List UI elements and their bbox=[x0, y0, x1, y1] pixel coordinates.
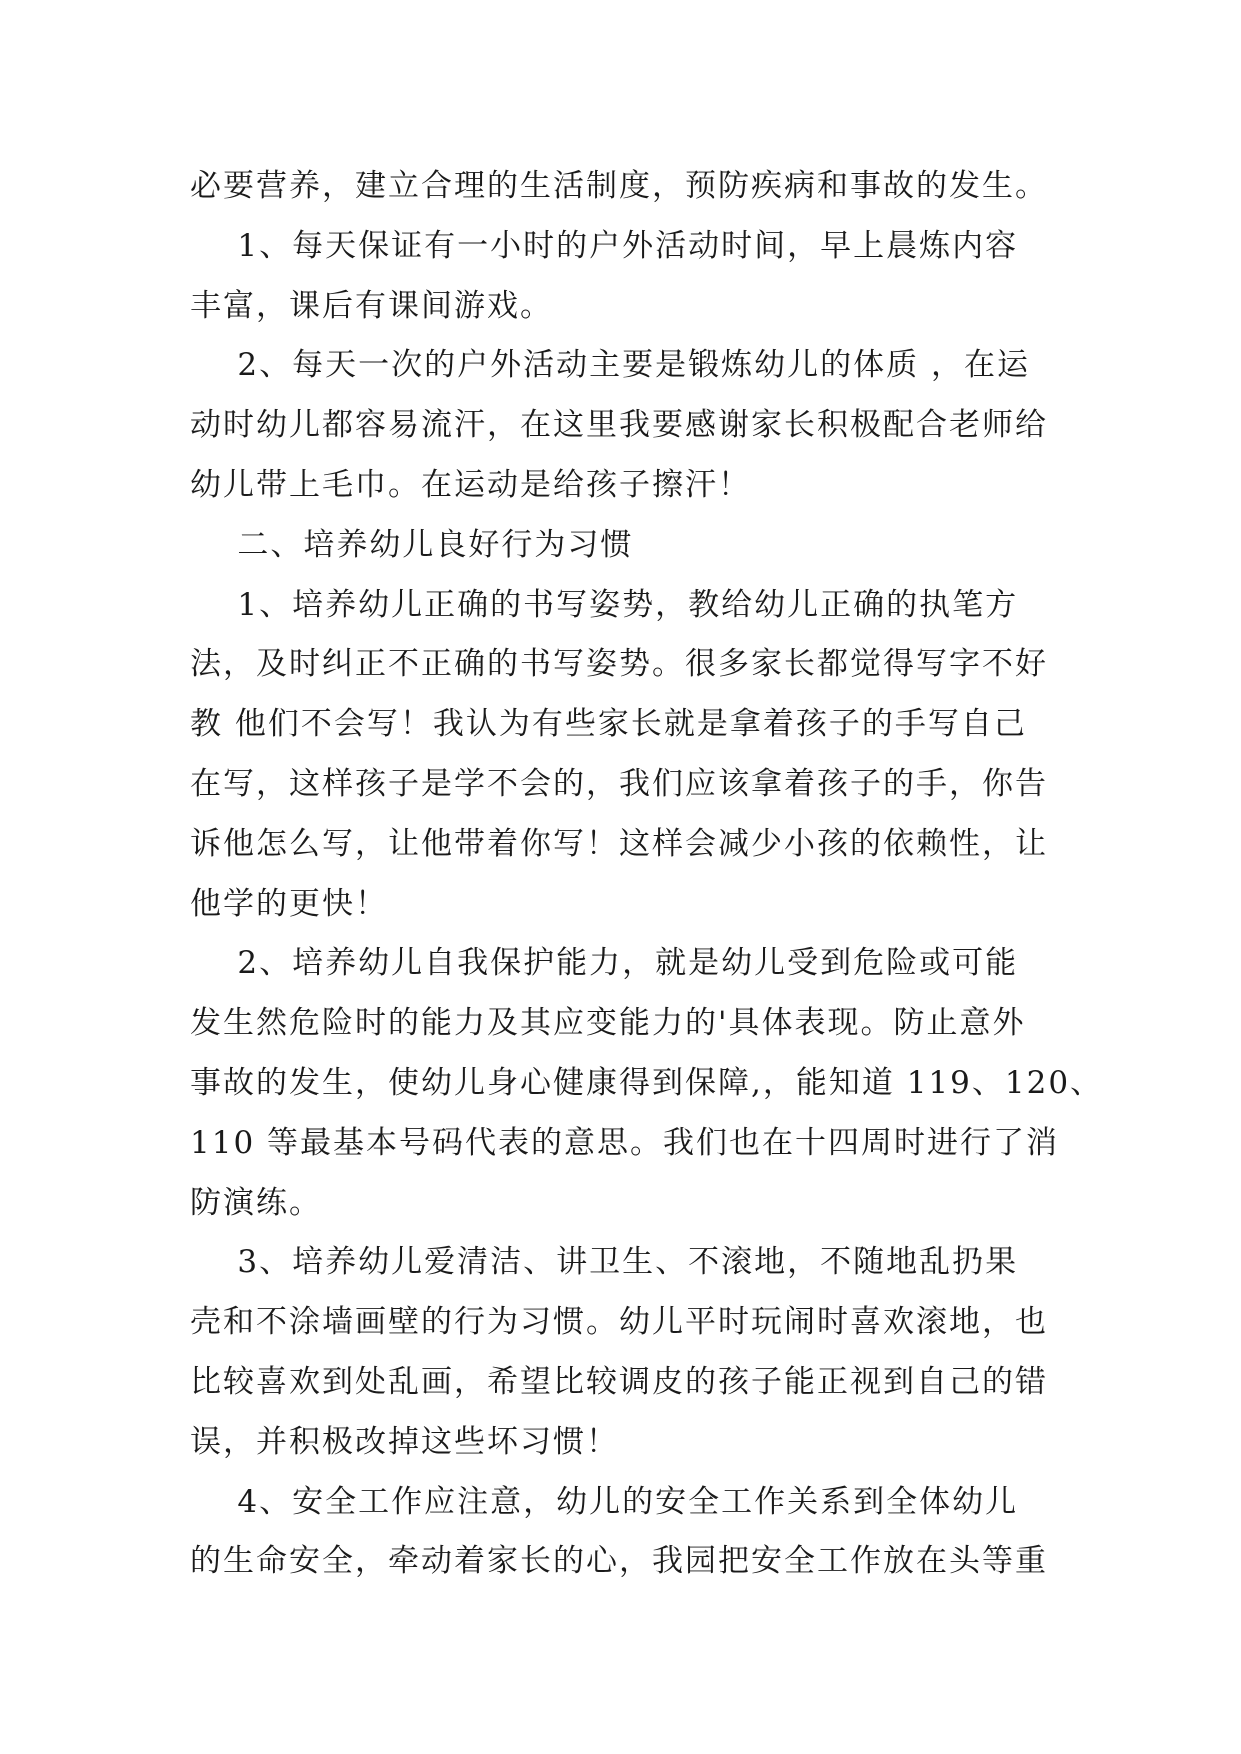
text-line: 的生命安全，牵动着家长的心，我园把安全工作放在头等重 bbox=[190, 1543, 1048, 1580]
text-line: 1、每天保证有一小时的户外活动时间，早上晨炼内容 bbox=[190, 227, 1019, 264]
text-line: 法，及时纠正不正确的书写姿势。很多家长都觉得写字不好 bbox=[190, 646, 1048, 683]
text-line: 在写，这样孩子是学不会的，我们应该拿着孩子的手，你告 bbox=[190, 765, 1048, 802]
text-line: 幼儿带上毛巾。在运动是给孩子擦汗！ bbox=[190, 466, 751, 503]
section-heading: 二、培养幼儿良好行为习惯 bbox=[190, 526, 634, 563]
text-line: 误，并积极改掉这些坏习惯！ bbox=[190, 1423, 619, 1460]
text-line: 3、培养幼儿爱清洁、讲卫生、不滚地，不随地乱扔果 bbox=[190, 1244, 1019, 1281]
text-line: 事故的发生，使幼儿身心健康得到保障,，能知道 119、120、 bbox=[190, 1064, 1104, 1101]
document-body bbox=[190, 157, 1104, 1592]
text-line: 2、培养幼儿自我保护能力，就是幼儿受到危险或可能 bbox=[190, 945, 1019, 982]
text-line: 1、培养幼儿正确的书写姿势，教给幼儿正确的执笔方 bbox=[190, 586, 1019, 623]
text-line: 丰富，课后有课间游戏。 bbox=[190, 287, 553, 324]
text-line: 动时幼儿都容易流汗，在这里我要感谢家长积极配合老师给 bbox=[190, 407, 1048, 444]
text-line: 诉他怎么写，让他带着你写！这样会减少小孩的依赖性，让 bbox=[190, 825, 1048, 862]
text-line: 比较喜欢到处乱画，希望比较调皮的孩子能正视到自己的错 bbox=[190, 1363, 1048, 1400]
text-line: 2、每天一次的户外活动主要是锻炼幼儿的体质 ，在运 bbox=[190, 347, 1030, 384]
text-line: 防演练。 bbox=[190, 1184, 322, 1221]
text-line: 4、安全工作应注意，幼儿的安全工作关系到全体幼儿 bbox=[190, 1483, 1019, 1520]
text-line: 壳和不涂墙画壁的行为习惯。幼儿平时玩闹时喜欢滚地，也 bbox=[190, 1304, 1048, 1341]
text-line: 必要营养，建立合理的生活制度，预防疾病和事故的发生。 bbox=[190, 168, 1048, 204]
text-line: 发生然危险时的能力及其应变能力的'具体表现。防止意外 bbox=[190, 1005, 1026, 1042]
text-line: 他学的更快！ bbox=[190, 885, 388, 922]
text-line: 教 他们不会写！我认为有些家长就是拿着孩子的手写自己 bbox=[190, 706, 1027, 743]
text-line: 110 等最基本号码代表的意思。我们也在十四周时进行了消 bbox=[190, 1124, 1060, 1161]
